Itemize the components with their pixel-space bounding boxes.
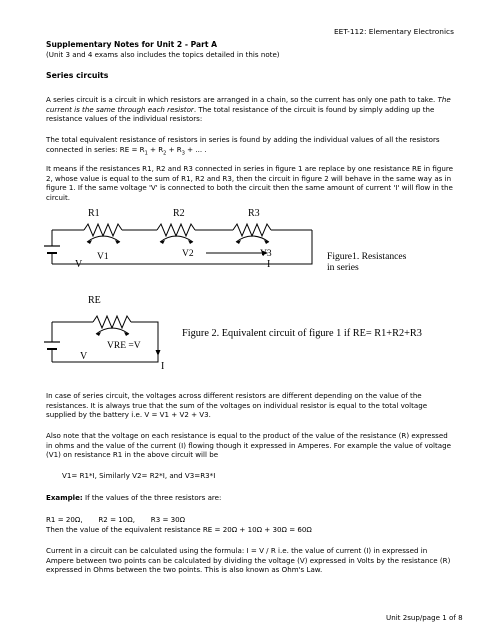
label-v1: V1 bbox=[97, 252, 109, 262]
resistor-r1 bbox=[84, 224, 122, 236]
para2-text: The total equivalent resistance of resistors in series is found by adding the individual values of all the resistors connected in series: RE = R bbox=[46, 135, 440, 154]
para2-sub1: 1 bbox=[144, 150, 148, 156]
para2-sub3: 3 bbox=[181, 150, 185, 156]
para1-italic: The current is the same through each resistor bbox=[46, 95, 451, 114]
figure2-equivalent-circuit bbox=[30, 290, 470, 374]
example-text: If the values of the three resistors are: bbox=[82, 493, 222, 502]
figure1-caption-line1: Figure1. Resistances bbox=[327, 251, 407, 262]
voltage-arc-v2 bbox=[160, 236, 193, 242]
paragraph-ohms-law: Current in a circuit can be calculated using the formula: I = V / R i.e. the value of current (I) in expressed in Ampere between two points can be calculated by dividing the voltage (V) expressed in Volts by the resistance (R) expressed in Ohms between the two points. This is also known as Ohm's Law. bbox=[46, 546, 451, 575]
page-title: Supplementary Notes for Unit 2 - Part A bbox=[46, 40, 218, 49]
label-r3: R3 bbox=[248, 208, 260, 219]
para1-text-a: A series circuit is a circuit in which resistors are arranged in a chain, so the current has only one path to take. bbox=[46, 95, 438, 104]
resistor-re bbox=[93, 316, 131, 328]
example-intro bbox=[46, 493, 221, 503]
paragraph-figure-explanation: It means if the resistances R1, R2 and R3 connected in series in figure 1 are replace by one resistance RE in figure 2, whose value is equal to the sum of R1, R2 and R3, then the circuit in figure 2 will behave in the same way as in figure 1. If the same voltage 'V' is connected to both the circuit then the same amount of current 'I' will flow in the circuit. bbox=[46, 164, 454, 202]
wire bbox=[52, 322, 158, 362]
section-heading: Series circuits bbox=[46, 71, 109, 80]
figure2-caption: Figure 2. Equivalent circuit of figure 1 if RE= R1+R2+R3 bbox=[182, 328, 422, 339]
example-label: Example: bbox=[46, 493, 83, 502]
label-v3: V3 bbox=[260, 249, 272, 259]
paragraph-voltage-division: In case of series circuit, the voltages across different resistors are different depending on the value of the resistances. It is always true that the sum of the voltages on individual resistor is equal to the total voltage supplied by the battery i.e. V = V1 + V2 + V3. bbox=[46, 391, 428, 420]
page-subtitle: (Unit 3 and 4 exams also includes the topics detailed in this note) bbox=[46, 50, 280, 59]
equation-voltages: V1= R1*I, Similarly V2= R2*I, and V3=R3*I bbox=[62, 471, 216, 480]
label-r1: R1 bbox=[88, 208, 100, 219]
course-header: EET-112: Elementary Electronics bbox=[334, 27, 454, 36]
para2-sub2: 2 bbox=[163, 150, 167, 156]
para2-tail: + ... . bbox=[184, 144, 207, 154]
figure1-series-circuit bbox=[30, 202, 470, 282]
label-v: V bbox=[75, 259, 83, 270]
para1-text-b: . The total resistance of the circuit is found by simply adding up the resistance values of the individual resistors: bbox=[46, 104, 435, 124]
para2-plus2: + R bbox=[166, 144, 182, 154]
resistor-r2 bbox=[157, 224, 195, 236]
label-vre: VRE =V bbox=[107, 341, 141, 351]
paragraph-equivalent-resistance bbox=[46, 135, 456, 159]
label-v2: V2 bbox=[182, 249, 194, 259]
label-i: I bbox=[267, 259, 271, 270]
voltage-arc-vre bbox=[96, 328, 129, 334]
voltage-arc-v3 bbox=[236, 236, 269, 242]
figure1-caption-line2: in series bbox=[327, 262, 359, 273]
label-re: RE bbox=[88, 295, 101, 306]
example-result: Then the value of the equivalent resistance RE = 20Ω + 10Ω + 30Ω = 60Ω bbox=[46, 525, 312, 534]
label-r2: R2 bbox=[173, 208, 185, 219]
para2-plus1: + R bbox=[147, 144, 164, 154]
example-values: R1 = 20Ω, R2 = 10Ω, R3 = 30Ω bbox=[46, 515, 186, 524]
page-footer: Unit 2sup/page 1 of 8 bbox=[386, 613, 463, 622]
paragraph-series-definition bbox=[46, 95, 452, 124]
label-v: V bbox=[80, 351, 88, 362]
current-arrowhead bbox=[156, 350, 161, 356]
voltage-arc-v1 bbox=[87, 236, 120, 242]
paragraph-ohms-product: Also note that the voltage on each resistance is equal to the product of the value of the resistance (R) expressed in ohms and the value of the current (I) flowing though it expressed in Amperes. For example the value of voltage (V1) on resistance R1 in the above circuit will be bbox=[46, 431, 451, 460]
label-i: I bbox=[161, 361, 165, 372]
resistor-r3 bbox=[233, 224, 271, 236]
